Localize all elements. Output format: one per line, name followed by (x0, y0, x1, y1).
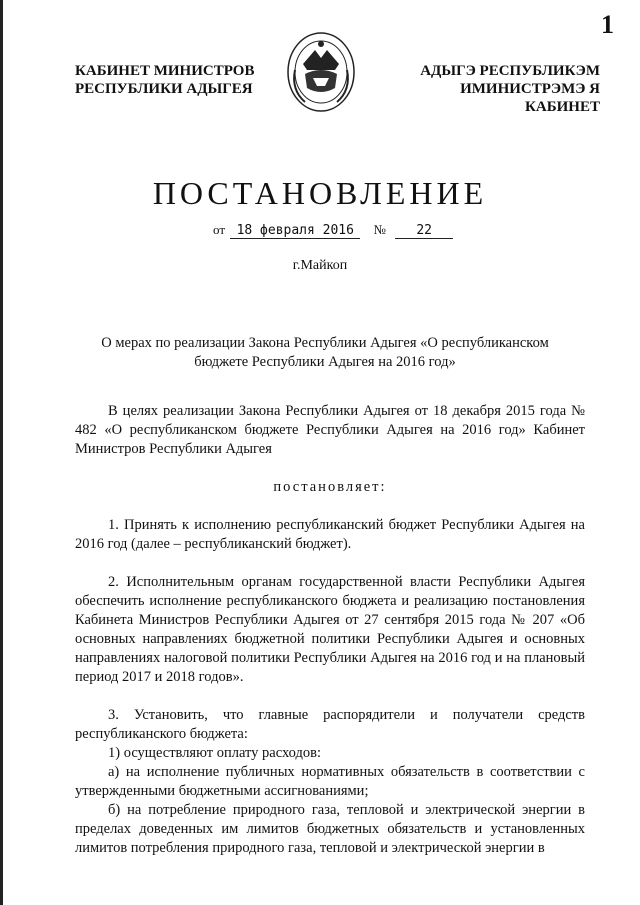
coat-of-arms-icon (285, 30, 357, 114)
item-3-paragraph: 3. Установить, что главные распорядители и получатели средств республиканского бюджета: (75, 707, 585, 742)
document-subject: О мерах по реализации Закона Республики Адыгея «О республиканском бюджете Республики Адыгея на 2016 год» (101, 335, 549, 370)
item-3-1b-paragraph: б) на потребление природного газа, тепловой и электрической энергии в пределах доведенных им лимитов бюджетных обязательств и установленных лимитов потребления природного газа, тепловой и электрической энергии в (75, 802, 585, 856)
item-3-1a-paragraph: а) на исполнение публичных нормативных обязательств в соответствии с утвержденными бюджетными ассигнованиями; (75, 764, 585, 799)
org-name-right (400, 62, 600, 116)
org-left-line-1: КАБИНЕТ МИНИСТРОВ (75, 63, 255, 79)
document-body (75, 402, 585, 858)
document-type-title: ПОСТАНОВЛЕНИЕ (152, 175, 488, 211)
item-2-paragraph: 2. Исполнительным органам государственной власти Республики Адыгея обеспечить исполнение республиканского бюджета и реализацию постановления Кабинета Министров Республики Адыгея от 27 сентября 2015 года № 207 «Об основных направлениях бюджетной политики Республики Адыгея и основных направлениях налоговой политики Республики Адыгея на 2016 год и на плановый период 2017 и 2018 годов». (75, 574, 585, 685)
org-right-line-2: ИМИНИСТРЭМЭ Я КАБИНЕТ (460, 81, 600, 115)
preamble-paragraph: В целях реализации Закона Республики Адыгея от 18 декабря 2015 года № 482 «О республиканском бюджете Республики Адыгея на 2016 год» Кабинет Министров Республики Адыгея (75, 403, 585, 457)
org-left-line-2: РЕСПУБЛИКИ АДЫГЕЯ (75, 81, 253, 97)
org-name-left (75, 62, 255, 98)
resolves-word: постановляет: (273, 479, 387, 495)
document-date: 18 февраля 2016 (230, 223, 360, 239)
date-number-line (213, 222, 453, 239)
org-right-line-1: АДЫГЭ РЕСПУБЛИКЭМ (420, 63, 600, 79)
item-3-1-paragraph: 1) осуществляют оплату расходов: (108, 745, 321, 761)
item-1-paragraph: 1. Принять к исполнению республиканский бюджет Республики Адыгея на 2016 год (далее – республиканский бюджет). (75, 517, 585, 552)
city: г.Майкоп (292, 258, 348, 273)
page-number: 1 (601, 10, 614, 39)
date-prefix: от (213, 222, 226, 237)
document-number: 22 (395, 223, 453, 239)
number-sign: № (373, 222, 386, 237)
scan-edge (0, 0, 3, 905)
